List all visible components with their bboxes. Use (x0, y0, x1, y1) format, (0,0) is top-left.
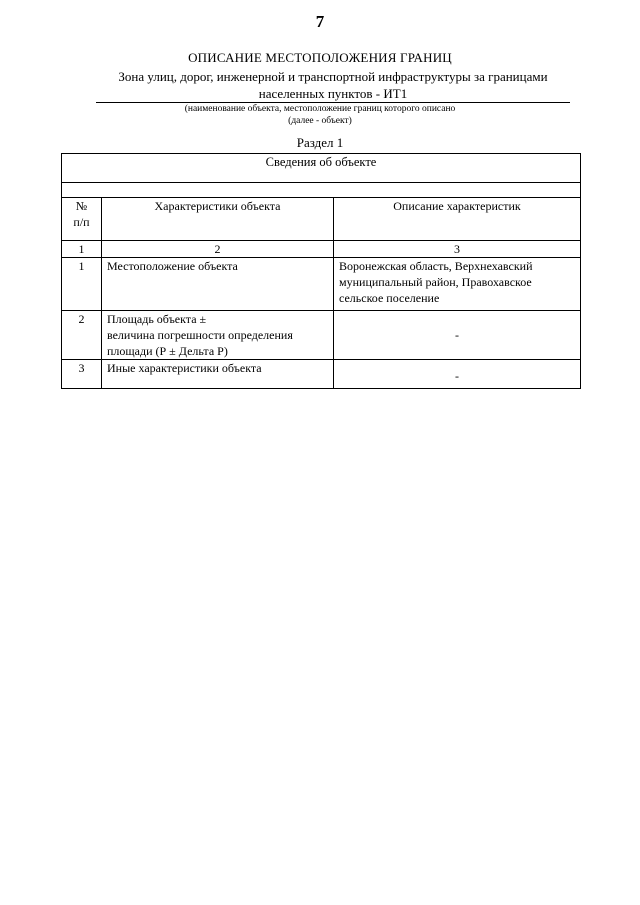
object-name-line2: населенных пунктов - ИТ1 (258, 86, 408, 101)
table-row (62, 258, 581, 311)
column-header-num-line2: п/п (73, 215, 90, 229)
table-row (62, 360, 581, 389)
object-info-table (61, 153, 581, 389)
table-empty-row (62, 183, 581, 198)
column-header-num-line1: № (75, 199, 88, 213)
column-header-num (62, 198, 102, 241)
row-characteristic: Местоположение объекта (102, 258, 334, 311)
document-title: ОПИСАНИЕ МЕСТОПОЛОЖЕНИЯ ГРАНИЦ (188, 50, 452, 65)
column-header-characteristics: Характеристики объекта (102, 198, 334, 241)
row-number: 1 (62, 258, 102, 311)
table-header-row (62, 154, 581, 183)
object-caption-line2: (далее - объект) (288, 116, 352, 126)
row-number: 2 (62, 311, 102, 360)
column-header-description: Описание характеристик (334, 198, 581, 241)
empty-cell (62, 183, 581, 198)
page-number: 7 (315, 12, 325, 31)
column-index-row (62, 241, 581, 258)
row-number: 3 (62, 360, 102, 389)
object-caption (0, 103, 640, 127)
column-header-row (62, 198, 581, 241)
row-characteristic-line1: Площадь объекта ± (107, 312, 207, 326)
row-description: - (334, 311, 581, 360)
row-characteristic (102, 311, 334, 360)
row-characteristic: Иные характеристики объекта (102, 360, 334, 389)
row-description-line3: сельское поселение (339, 291, 440, 305)
column-index-3: 3 (334, 241, 581, 258)
column-index-1: 1 (62, 241, 102, 258)
row-description-line1: Воронежская область, Верхнехавский (339, 259, 533, 273)
row-description: - (334, 360, 581, 389)
row-description-line2: муниципальный район, Правохавское (339, 275, 532, 289)
column-index-2: 2 (102, 241, 334, 258)
row-characteristic-line3: площади (Р ± Дельта Р) (107, 344, 228, 358)
object-caption-line1: (наименование объекта, местоположение границ которого описано (184, 104, 456, 114)
table-row (62, 311, 581, 360)
row-characteristic-line2: величина погрешности определения (107, 328, 293, 342)
row-description (334, 258, 581, 311)
object-name-line1: Зона улиц, дорог, инженерной и транспортной инфраструктуры за границами (118, 69, 548, 84)
section-title: Раздел 1 (296, 135, 344, 150)
table-header: Сведения об объекте (62, 154, 581, 183)
object-name (96, 68, 570, 103)
